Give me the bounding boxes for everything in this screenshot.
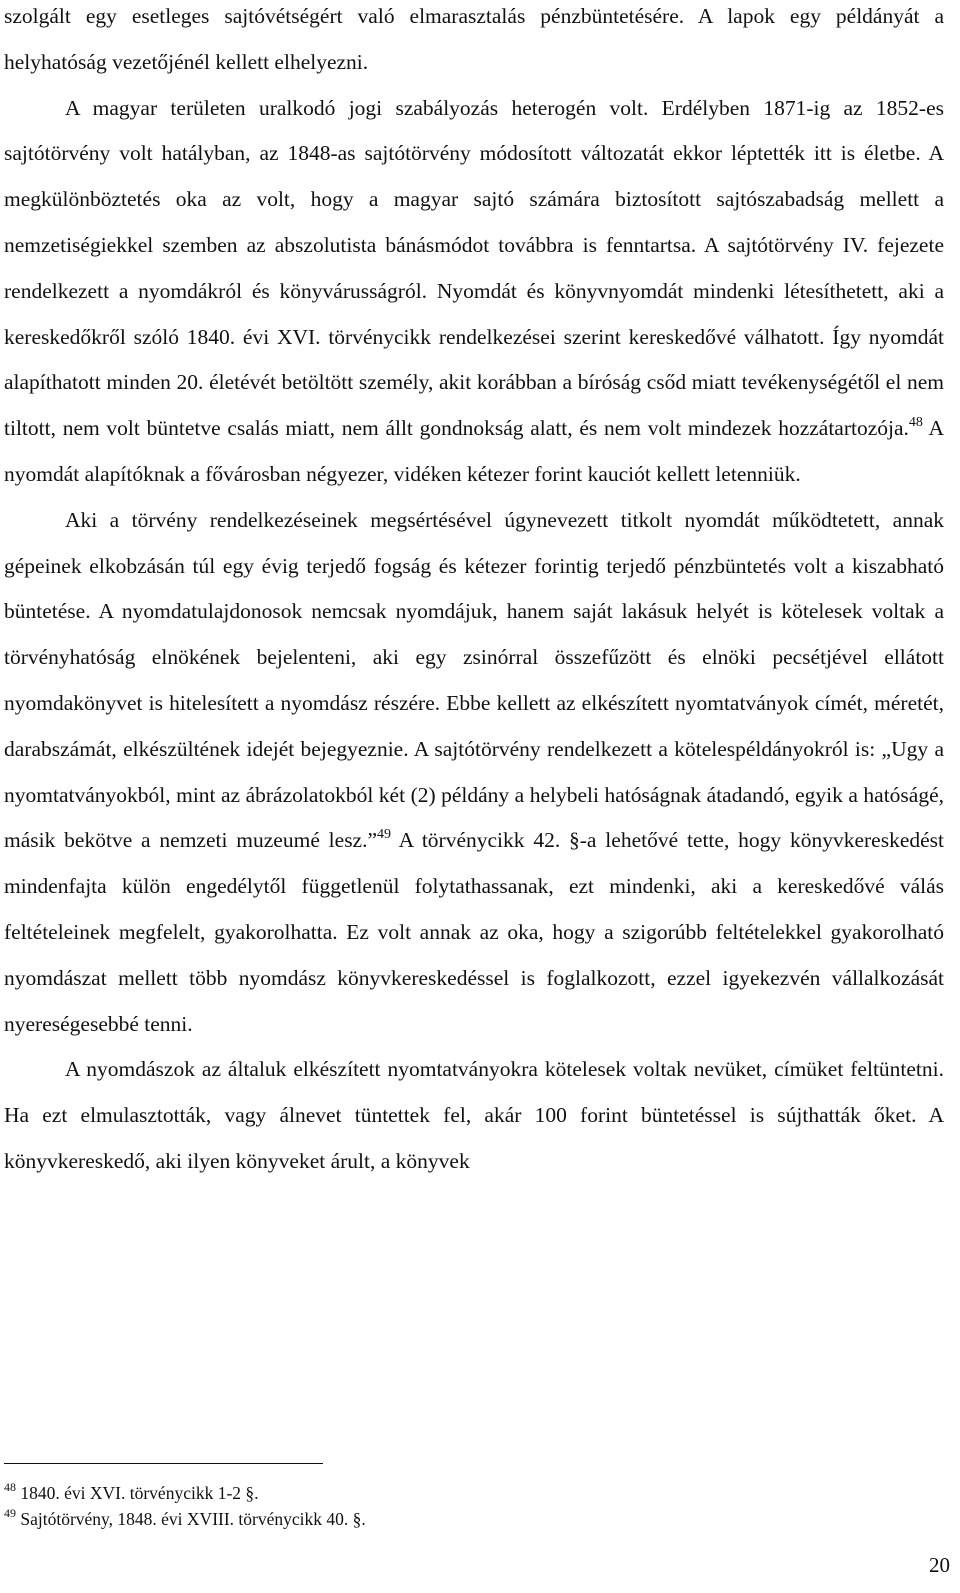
paragraph-text: A törvénycikk 42. §-a lehetővé tette, hogy könyvkereskedést mindenfajta külön engedélytől függetlenül folytathassanak, ezt mindenki, aki a kereskedővé válás feltételeinek megfelelt, gyakorolhatta. Ez volt annak az oka, hogy a szigorúbb feltételekkel gyakorolható nyomdászat mellett több nyomdász könyvkereskedéssel is foglalkozott, ezzel igyekezvén vállalkozását nyereségesebbé tenni. xyxy=(4,828,944,1036)
paragraph-text: A nyomdászok az általuk elkészített nyomtatványokra kötelesek voltak nevüket, címüket feltüntetni. Ha ezt elmulasztották, vagy álnevet tüntettek fel, akár 100 forint büntetéssel is sújthatták őket. A könyvkereskedő, aki ilyen könyveket árult, a könyvek xyxy=(4,1057,944,1173)
footnote-text: Sajtótörvény, 1848. évi XVIII. törvénycikk 40. §. xyxy=(16,1509,366,1529)
page-number: 20 xyxy=(929,1553,950,1577)
footnote-number: 48 xyxy=(4,1480,16,1494)
paragraph-text: A magyar területen uralkodó jogi szabályozás heterogén volt. Erdélyben 1871-ig az 1852-es sajtótörvény volt hatályban, az 1848-as sajtótörvény módosított változatát ekkor léptették itt is életbe. A megkülönböztetés oka az volt, hogy a magyar sajtó számára biztosított sajtószabadság mellett a nemzetiségiekkel szemben az abszolutista bánásmódot továbbra is fenntartsa. A sajtótörvény IV. fejezete rendelkezett a nyomdákról és könyvárusságról. Nyomdát és könyvnyomdát mindenki létesíthetett, aki a kereskedőkről szóló 1840. évi XVI. törvénycikk rendelkezései szerint kereskedővé válhatott. Így nyomdát alapíthatott minden 20. életévét betöltött személy, akit korábban a bíróság csőd miatt tevékenységétől el nem tiltott, nem volt büntetve csalás miatt, nem állt gondnokság alatt, és nem volt mindezek hozzátartozója. xyxy=(4,95,944,441)
paragraph xyxy=(4,1047,944,1184)
paragraph xyxy=(4,86,944,498)
footnote-reference: 48 xyxy=(908,415,923,431)
paragraph xyxy=(4,0,944,86)
paragraph xyxy=(4,498,944,1048)
footnote-number: 49 xyxy=(4,1506,16,1520)
footnote-reference: 49 xyxy=(377,827,392,843)
footnote xyxy=(4,1480,904,1506)
footnote-divider xyxy=(4,1463,323,1464)
footnote-text: 1840. évi XVI. törvénycikk 1-2 §. xyxy=(16,1483,259,1503)
footnotes xyxy=(4,1480,904,1532)
paragraph-text: szolgált egy esetleges sajtóvétségért való elmarasztalás pénzbüntetésére. A lapok egy példányát a helyhatóság vezetőjénél kellett elhelyezni. xyxy=(4,4,944,74)
paragraph-text: Aki a törvény rendelkezéseinek megsértésével úgynevezett titkolt nyomdát működtetett, annak gépeinek elkobzásán túl egy évig terjedő fogság és kétezer forintig terjedő pénzbüntetés volt a kiszabható büntetése. A nyomdatulajdonosok nemcsak nyomdájuk, hanem saját lakásuk helyét is kötelesek voltak a törvényhatóság elnökének bejelenteni, aki egy zsinórral összefűzött és elnöki pecsétjével ellátott nyomdakönyvet is hitelesített a nyomdász részére. Ebbe kellett az elkészített nyomtatványok címét, méretét, darabszámát, elkészültének idejét bejegyeznie. A sajtótörvény rendelkezett a kötelespéldányokról is: „Ugy a nyomtatványokból, mint az ábrázolatokból két (2) példány a helybeli hatóságnak átadandó, egyik a hatóságé, másik bekötve a nemzeti muzeumé lesz.” xyxy=(4,507,944,853)
footnote xyxy=(4,1506,904,1532)
body-text xyxy=(4,0,944,1185)
paragraph-text: A nyomdát alapítóknak a fővárosban négyezer, vidéken kétezer forint kauciót kellett letenniük. xyxy=(4,416,944,486)
